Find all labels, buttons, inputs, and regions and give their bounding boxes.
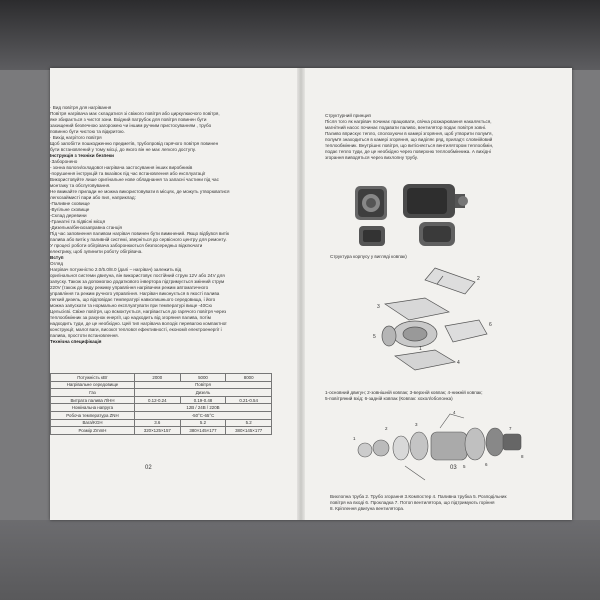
svg-text:1: 1 (353, 436, 356, 441)
spec-row (51, 389, 272, 397)
left-page (50, 68, 297, 520)
text-line: електрику, щоб зупинити роботу обігрівача. (50, 249, 143, 254)
svg-text:6: 6 (489, 322, 492, 328)
text-line: палива, простоти встановлення. (50, 333, 119, 338)
text-line: -порушення інструкцій та вказівок під час встановлення або експлуатації (50, 171, 206, 176)
text-line: теплообмінник. Внутрішнє повітря, що витісняється вентилятором теплообмін, (325, 143, 494, 148)
spec-merged-cell: -50°C-65°C (134, 411, 271, 419)
text-line: надходить туди, де це необхідно. Цей тип нагрівача володіє перевагою компактної (50, 321, 227, 326)
svg-text:1: 1 (419, 346, 422, 352)
text-line: управління та режим ручного управління. Нагрівач виконується в якості палива (50, 291, 220, 296)
housing-exploded-drawing (365, 264, 505, 379)
text-line: Під час заповнення паливом нагрівач повинен бути вимкнений. Якщо відбувся витік (50, 231, 230, 236)
spec-row-label: Газ (51, 389, 135, 397)
spec-row (51, 419, 272, 427)
structure-heading: Структурний принцип (325, 113, 372, 118)
text-line: легкозаймисті пари або пил, наприклад: (50, 195, 136, 200)
text-line: ·Заборонено (50, 159, 78, 164)
spec-row (51, 396, 272, 404)
text-line: Щоб запобігти пошкодженню предметів, трубопровід гарячого повітря повинен (50, 141, 219, 146)
spec-merged-cell: Повітря (134, 381, 271, 389)
svg-text:5: 5 (373, 334, 376, 340)
text-line: Нагрівач потужністю 2.0/5.0/8.0 (далі – нагрівач) залежить від (50, 267, 182, 272)
safety-heading: Інструкція з техніки безпеки (50, 153, 114, 158)
spec-row (51, 427, 272, 435)
housing-caption: Структура корпусу у вигляді ковпак) (330, 254, 407, 259)
text-line: можна запускати та нормально експлуатувати при температурі вище -40Сю (50, 303, 212, 308)
spec-header-cell: 8000 (226, 374, 272, 382)
text-line: Після того як нагрівач починає працювати, свічка розжарювання накаляється, (325, 119, 492, 124)
text-line: захищений безпечною загорожею чи іншим ручним пристосуванням , трубо (50, 123, 212, 128)
text-line: теплообмінник за рахунок енергії, що надходить від згоряння палива, потім (50, 315, 211, 320)
svg-text:2: 2 (385, 426, 388, 431)
text-line: -Гранатні та підвісні місця (50, 219, 106, 224)
spec-row-label: Розмір ZmmH (51, 427, 135, 435)
svg-text:8: 8 (521, 454, 524, 459)
text-line: бути встановлений у тому місці, до якого він не має легкого доступу. (50, 147, 196, 152)
structure-paragraph (325, 119, 565, 161)
overview-paragraph (50, 261, 297, 339)
svg-text:3: 3 (415, 422, 418, 427)
heater-cover-photo-small (359, 226, 385, 246)
spec-merged-cell: 12В / 24В / 220В (134, 404, 271, 412)
text-line: Використовуйте лише оригінальне нове обладнання та запасні частини під час (50, 177, 219, 182)
structure-section (325, 113, 565, 161)
spec-row (51, 411, 272, 419)
spec-cell: 5.2 (226, 419, 272, 427)
heater-photos (355, 176, 525, 251)
spec-cell: 380×145×177 (226, 427, 272, 435)
table-surface (0, 520, 600, 600)
svg-text:4: 4 (457, 360, 460, 366)
spec-row-label: Робоча температура ZNH (51, 411, 135, 419)
svg-text:2: 2 (477, 276, 480, 282)
page-number-right: 03 (450, 465, 457, 471)
svg-text:3: 3 (377, 304, 380, 310)
text-line: палива або витік у паливній системі, зверніться до сервісного центру для ремонту. (50, 237, 227, 242)
caption-line: Вихлопна труба 2. Трубо згорання 3.Компостер 4. Паливна трубка 5. Розподільник (330, 494, 507, 499)
svg-text:7: 7 (509, 426, 512, 431)
text-line: -Паливне сховище (50, 201, 90, 206)
svg-text:4: 4 (453, 410, 456, 415)
text-line: Повітря нагрівача має складатися зі свіжого повітря або циркулюючого повітря, (50, 111, 220, 116)
spec-cell: 320×125×157 (134, 427, 180, 435)
text-line: -Дизельна/бензозаправна станція (50, 225, 122, 230)
svg-text:5: 5 (463, 464, 466, 469)
spec-row-label: Номінальна напруга (51, 404, 135, 412)
intro-paragraph (50, 105, 297, 153)
spec-header-cell: 5000 (180, 374, 226, 382)
spec-header-row (51, 374, 272, 382)
spec-cell: 0.21-0.54 (226, 396, 272, 404)
spec-heading: Технічна специфікація (50, 339, 102, 344)
text-line: яке збирається з чистої зони. Вхідний патрубок для повітря повинен бути (50, 117, 207, 122)
svg-text:6: 6 (485, 462, 488, 467)
text-line: легкий дизель, що відповідає температурі навколишнього середовища, і його (50, 297, 216, 302)
text-line: конструкції, малої ваги, високої теплової ефективності, економії електроенергії і (50, 327, 222, 332)
left-text-column (50, 105, 297, 345)
spec-cell: 0.19-0.48 (180, 396, 226, 404)
caption-line: повітря на вході 6. Прокладка 7. Потоп вентилятора, що підтримують горіння (330, 500, 495, 505)
text-line: запуску. Також за допомогою додаткового інвертора підтримується змінний струм (50, 279, 225, 284)
spec-header-label: Потужність кВт (51, 374, 135, 382)
dark-background-top (0, 0, 600, 70)
text-line: У процесі роботи обігрівача заборонюються безпосередньо відключати (50, 243, 203, 248)
spec-cell: 0.12-0.24 (134, 396, 180, 404)
parts-legend (325, 390, 565, 402)
text-line: полум'я знаходиться в камері згоряння, що виділяє ряд, прилад'є словнійовий (325, 137, 493, 142)
legend-line: 5-повітряний вхід; 6-задній ковпак (Ковпак: хохол/оболонка) (325, 396, 453, 401)
open-booklet (50, 68, 572, 520)
intro-heading: Вступ (50, 255, 64, 260)
caption-line: 8. Кріплення двигуна вентилятора. (330, 506, 405, 511)
heater-front-photo (355, 186, 387, 220)
page-number-left: 02 (145, 465, 152, 471)
spec-cell: 3.6 (134, 419, 180, 427)
spec-row-label: Вага/KGH (51, 419, 135, 427)
text-line: 220V (також до виду режиму управління нагрівачем режим автоматичного (50, 285, 209, 290)
spec-header-cell: 2000 (134, 374, 180, 382)
right-page (305, 68, 572, 520)
text-line: · Вихід нагрітого повітря (50, 135, 102, 140)
text-line: магнітний насос починає подавати паливо, вентилятор подає повітря зовні. (325, 125, 487, 130)
text-line: -Склад деревини (50, 213, 87, 218)
heater-side-photo (403, 184, 468, 218)
page-fold (297, 68, 305, 520)
safety-paragraph (50, 159, 297, 255)
spec-cell: 5.2 (180, 419, 226, 427)
text-line: Цельсієві. Свіже повітря, що всмоктується, нагрівається до гарячого повітря через (50, 309, 227, 314)
text-line: - зонна вологи/складової нагрівача застосування інших виробників (50, 165, 193, 170)
spec-table (50, 373, 272, 435)
text-line: оригінальної системи двигуна, він використовує постійний струм 12V або 24V для (50, 273, 225, 278)
text-line: повинно бути чистою та відкритою. (50, 129, 125, 134)
spec-cell: 380×145×177 (180, 427, 226, 435)
internals-exploded-drawing (345, 408, 535, 496)
text-line: -Вугільне сховище (50, 207, 90, 212)
heater-cover-photo-large (419, 222, 455, 246)
spec-merged-cell: Дизель (134, 389, 271, 397)
spec-row (51, 381, 272, 389)
text-line: Паливо вприскує тепло, сполохуючи в камері згоряння, щоб утворити полум'я, (325, 131, 493, 136)
text-line: згорання виводяться через вихлопну трубу. (325, 155, 418, 160)
spec-row-label: Витрата палива Л/НН (51, 396, 135, 404)
spec-row (51, 404, 272, 412)
bottom-caption (330, 494, 570, 512)
text-line: Не вмикайте прилади не можна використовувати в місцях, де можуть утворюватися (50, 189, 230, 194)
legend-line: 1-основний двигун; 2-зовнішній ковпак; 3-верхній ковпак; 4-нижній ковпак; (325, 390, 483, 395)
text-line: · Вид повітря для нагрівання (50, 105, 112, 110)
text-line: монтажу та обслуговування. (50, 183, 111, 188)
text-line: Огляд (50, 261, 63, 266)
spec-row-label: Нагрівальне середовище (51, 381, 135, 389)
text-line: подає тепло туди, де це необхідно через поверхню теплообмінника. А вихідні (325, 149, 491, 154)
